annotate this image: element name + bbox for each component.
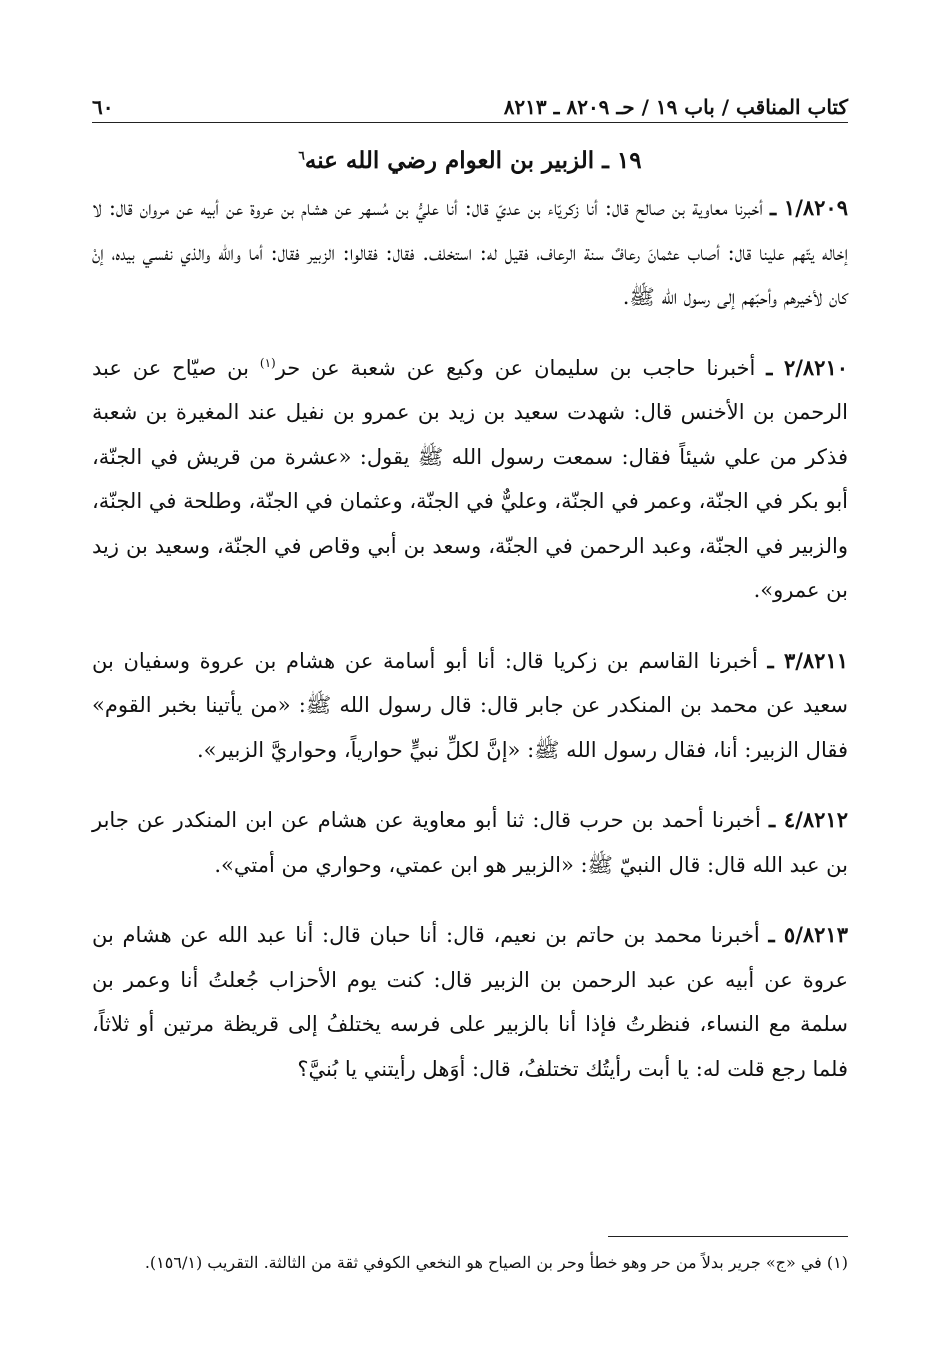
hadith-8209	[92, 186, 848, 320]
hadith-number: ٤/٨٢١٢ ـ	[768, 807, 848, 832]
hadith-8213	[92, 913, 848, 1091]
hadith-8211	[92, 639, 848, 773]
hadith-text-continued: بن صيّاح عن عبد الرحمن بن الأخنس قال: شهدت سعيد بن زيد بن عمرو بن نفيل عند المغيرة بن شعبة فذكر من علي شيئاً فقال: سمعت رسول الله ﷺ يقول: «عشرة من قريش في الجنّة، أبو بكر في الجنّة، وعمر في الجنّة، وعليٌّ في الجنّة، وعثمان في الجنّة، وطلحة في الجنّة، والزبير في الجنّة، وعبد الرحمن في الجنّة، وسعد بن أبي وقاص في الجنّة، وسعيد بن زيد بن عمرو».	[92, 355, 848, 602]
hadith-text: أخبرنا أحمد بن حرب قال: ثنا أبو معاوية عن هشام عن ابن المنكدر عن جابر بن عبد الله قال: قال النبيّ ﷺ: «الزبير هو ابن عمتي، وحواري من أمتي».	[92, 808, 848, 877]
hadith-number: ٢/٨٢١٠ ـ	[766, 354, 849, 380]
hadith-number: ٣/٨٢١١ ـ	[767, 647, 849, 673]
hadith-text: أخبرنا محمد بن حاتم بن نعيم، قال: أنا حبان قال: أنا عبد الله عن هشام بن عروة عن أبيه عن عبد الرحمن بن الزبير قال: كنت يوم الأحزاب جُعلتُ أنا وعمر بن سلمة مع النساء، فنظرتُ فإذا أنا بالزبير على فرسه يختلفُ إلى قريظة مرتين أو ثلاثاً، فلما رجع قلت له: يا أبت رأيتُك تختلفُ، قال: أوَهل رأيتني يا بُنيَّ؟	[92, 923, 848, 1081]
footnote-divider	[608, 1236, 848, 1237]
hadith-number: ٥/٨٢١٣ ـ	[768, 922, 848, 947]
chapter-title-text: ١٩ ـ الزبير بن العوام رضي الله عنه	[304, 147, 642, 174]
chapter-note-marker: ٦	[298, 148, 305, 163]
footnote-marker: (١)	[259, 355, 276, 370]
hadith-text: أخبرنا حاجب بن سليمان عن وكيع عن شعبة عن حر	[275, 355, 756, 380]
chapter-title	[92, 147, 848, 174]
hadith-text: أخبرنا معاوية بن صالح قال: أنا زكريّاء بن عديّ قال: أنا عليُّ بن مُسهر عن هشام بن عروة عن أبيه عن مروان قال: لا إخاله يتّهم علينا قال: أصاب عثمانَ رعافٌ سنة الرعاف، فقيل له: استخلف. فقال: فقالوا: الزبير فقال: أما والله والذي نفسي بيده، إنْ كان لأخيرهم وأحبّهم إلى رسول الله ﷺ.	[92, 196, 848, 309]
page-number: ٦٠	[92, 95, 114, 119]
hadith-text: أخبرنا القاسم بن زكريا قال: أنا أبو أسامة عن هشام بن عروة وسفيان بن سعيد عن محمد بن المنكدر عن جابر قال: قال رسول الله ﷺ: «من يأتينا بخبر القوم» فقال الزبير: أنا، فقال رسول الله ﷺ: «إنَّ لكلِّ نبيٍّ حوارياً، وحواريَّ الزبير».	[92, 648, 848, 762]
hadith-8212	[92, 798, 848, 887]
page	[92, 88, 848, 1338]
hadith-number: ١/٨٢٠٩ ـ	[769, 195, 848, 220]
header-title: كتاب المناقب / باب ١٩ / حـ ٨٢٠٩ ـ ٨٢١٣	[503, 95, 848, 119]
hadith-8210	[92, 346, 848, 613]
footnote: (١) في «ج» جرير بدلاً من حر وهو خطأ وحر بن الصياح هو النخعي الكوفي ثقة من الثالثة. التقريب (١٥٦/١).	[144, 1253, 848, 1272]
running-header	[92, 88, 848, 123]
